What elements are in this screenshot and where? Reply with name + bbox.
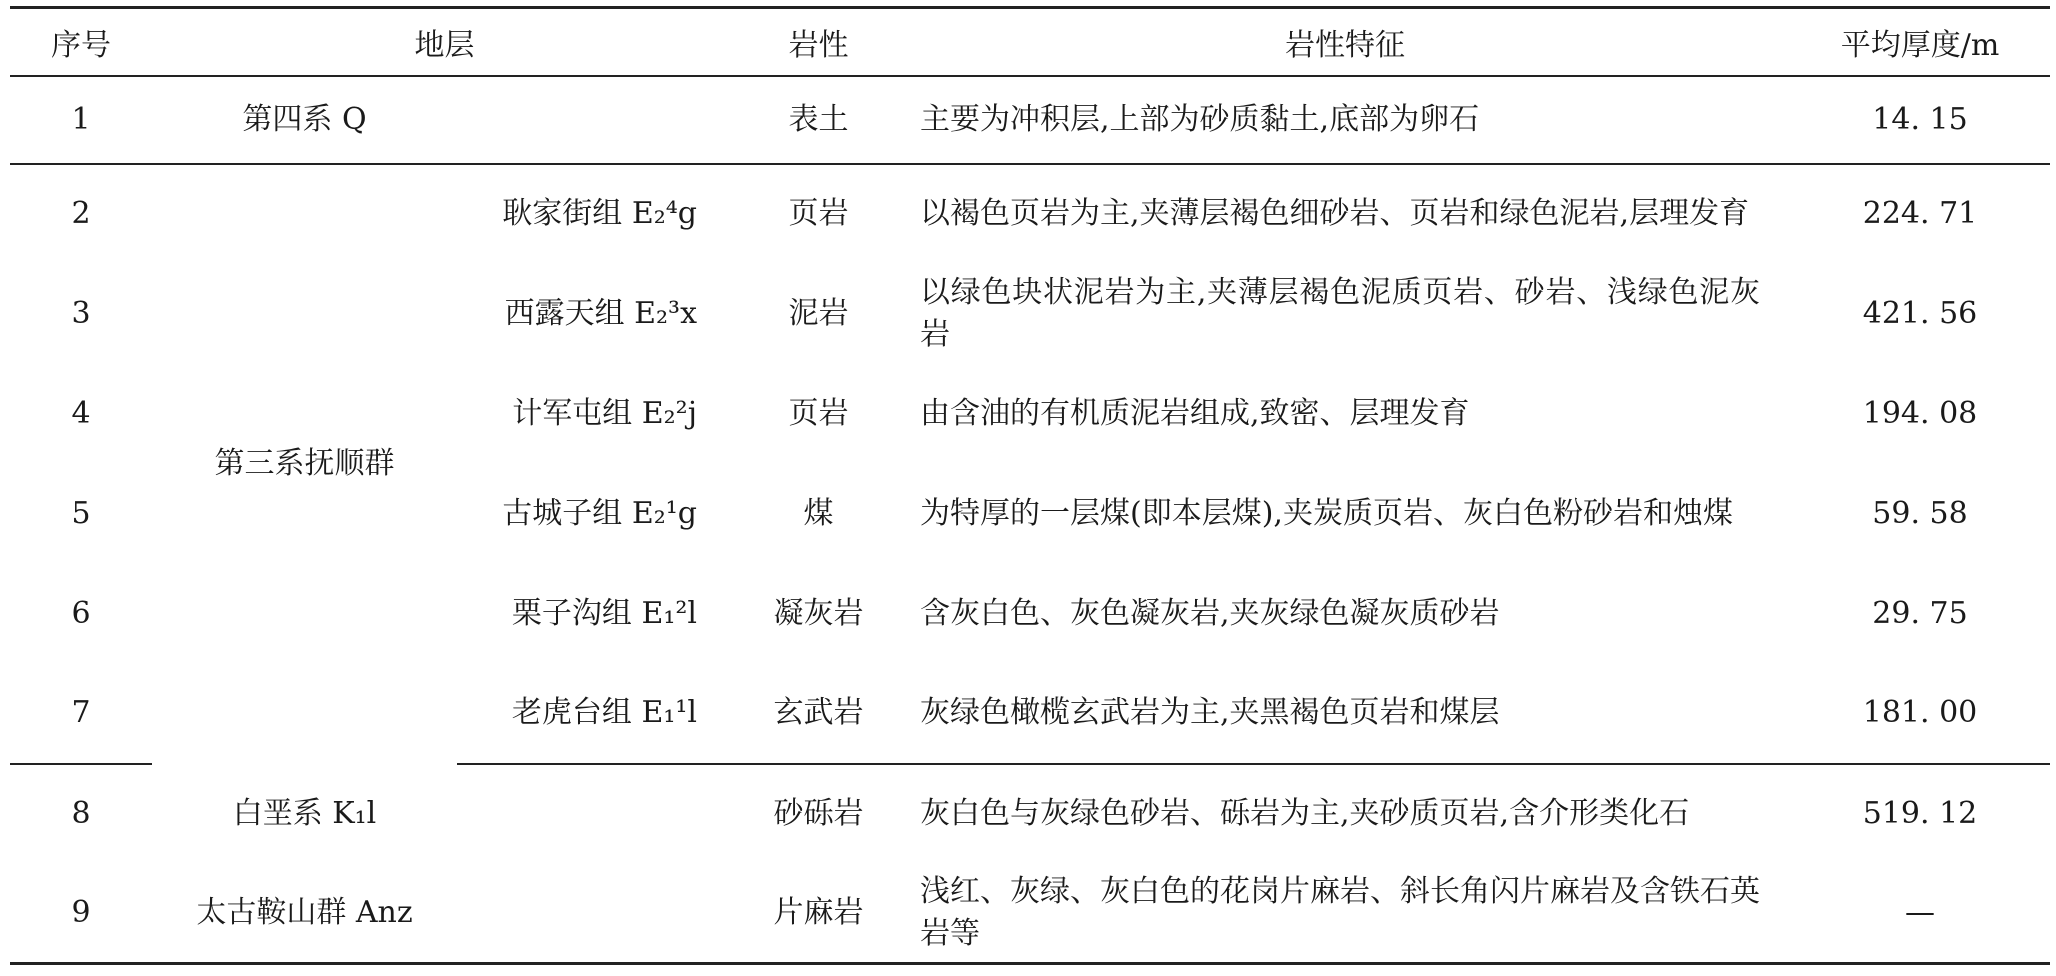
cell-lithology: 砂砾岩 xyxy=(773,796,864,831)
cell-formation: 古城子组 E₂¹g xyxy=(502,495,697,531)
table-row xyxy=(10,164,2050,264)
cell-thickness: 224. 71 xyxy=(1862,196,1978,231)
cell-features: 为特厚的一层煤(即本层煤),夹炭质页岩、灰白色粉砂岩和烛煤 xyxy=(920,495,1733,531)
cell-no: 6 xyxy=(71,595,91,631)
cell-no: 7 xyxy=(10,664,152,764)
cell-formation xyxy=(457,764,737,864)
cell-thickness: 194. 08 xyxy=(1862,395,1978,431)
table-body xyxy=(10,76,2050,964)
cell-formation: 计军屯组 E₂²j xyxy=(512,395,697,431)
header-features: 岩性特征 xyxy=(1285,27,1405,63)
cell-no: 3 xyxy=(71,295,91,331)
cell-no: 2 xyxy=(71,196,91,231)
cell-lithology: 玄武岩 xyxy=(737,664,900,764)
cell-features: 含灰白色、灰色凝灰岩,夹灰绿色凝灰质砂岩 xyxy=(920,595,1500,631)
cell-no: 4 xyxy=(71,395,91,431)
cell-features: 以褐色页岩为主,夹薄层褐色细砂岩、页岩和绿色泥岩,层理发育 xyxy=(920,196,1750,231)
cell-formation xyxy=(457,76,737,164)
stratigraphy-table-container xyxy=(10,6,2050,965)
cell-formation: 栗子沟组 E₁²l xyxy=(511,595,697,631)
header-no: 序号 xyxy=(51,27,111,63)
header-thickness: 平均厚度/m xyxy=(1840,27,2000,63)
cell-thickness: 59. 58 xyxy=(1872,495,1968,531)
cell-system: 太古鞍山群 Anz xyxy=(152,864,457,964)
cell-features: 灰绿色橄榄玄武岩为主,夹黑褐色页岩和煤层 xyxy=(900,664,1790,764)
cell-lithology: 页岩 xyxy=(788,196,849,231)
cell-lithology: 泥岩 xyxy=(788,295,849,331)
cell-group-label: 第三系抚顺群 xyxy=(214,446,395,481)
cell-thickness: 29. 75 xyxy=(1872,595,1968,631)
cell-no: 5 xyxy=(71,495,91,531)
cell-features: 以绿色块状泥岩为主,夹薄层褐色泥质页岩、砂岩、浅绿色泥灰岩 xyxy=(920,274,1760,352)
cell-formation xyxy=(457,864,737,964)
table-header xyxy=(10,8,2050,76)
cell-no: 9 xyxy=(10,864,152,964)
cell-thickness: 519. 12 xyxy=(1862,796,1978,831)
table-row xyxy=(10,76,2050,164)
cell-lithology: 煤 xyxy=(803,495,834,531)
table-row xyxy=(10,864,2050,964)
cell-lithology: 表土 xyxy=(737,76,900,164)
cell-thickness: 181. 00 xyxy=(1790,664,2050,764)
header-stratum: 地层 xyxy=(414,27,475,63)
cell-features: 主要为冲积层,上部为砂质黏土,底部为卵石 xyxy=(900,76,1790,164)
cell-system: 白垩系 K₁l xyxy=(232,795,377,831)
header-lithology: 岩性 xyxy=(788,27,849,63)
cell-formation: 耿家街组 E₂⁴g xyxy=(502,196,697,231)
table-row xyxy=(10,764,2050,864)
cell-lithology: 页岩 xyxy=(788,395,849,431)
cell-features: 由含油的有机质泥岩组成,致密、层理发育 xyxy=(920,395,1470,431)
cell-no: 1 xyxy=(10,76,152,164)
cell-features: 灰白色与灰绿色砂岩、砾岩为主,夹砂质页岩,含介形类化石 xyxy=(920,796,1690,831)
cell-system: 第四系 Q xyxy=(152,76,457,164)
cell-thickness: — xyxy=(1790,864,2050,964)
cell-thickness: 421. 56 xyxy=(1862,295,1978,331)
header-row xyxy=(10,8,2050,76)
cell-formation: 老虎台组 E₁¹l xyxy=(457,664,737,764)
cell-lithology: 片麻岩 xyxy=(737,864,900,964)
cell-no: 8 xyxy=(71,796,91,831)
cell-lithology: 凝灰岩 xyxy=(773,595,864,631)
cell-thickness: 14. 15 xyxy=(1790,76,2050,164)
cell-features: 浅红、灰绿、灰白色的花岗片麻岩、斜长角闪片麻岩及含铁石英岩等 xyxy=(900,864,1790,964)
stratigraphy-table xyxy=(10,6,2050,965)
cell-formation: 西露天组 E₂³x xyxy=(504,295,697,331)
